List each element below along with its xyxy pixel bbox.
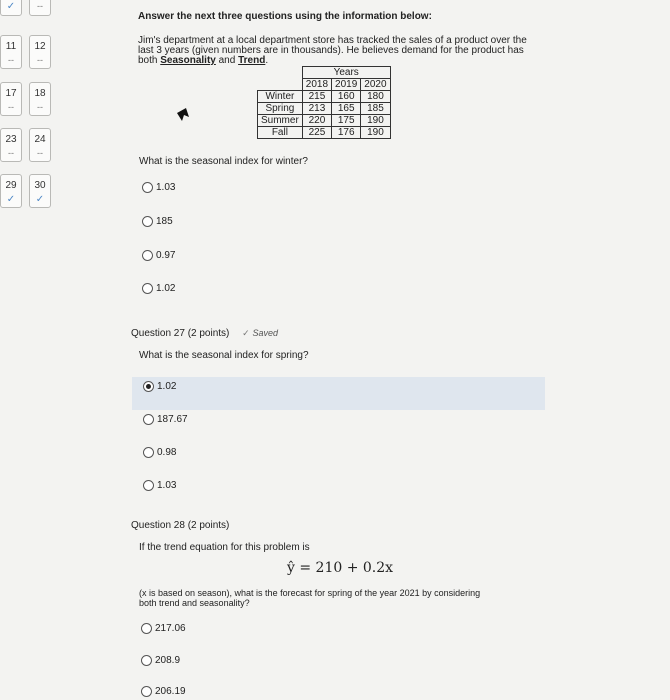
year-header: 2018 [302,79,331,91]
season-label: Spring [258,103,303,115]
question-nav-tile[interactable] [29,0,51,16]
question-nav-tile-12[interactable] [29,35,51,69]
table-cell: 180 [361,91,390,103]
radio-button[interactable] [141,686,152,697]
q26-option-1[interactable] [142,182,175,193]
question-nav-tile-23[interactable] [0,128,22,162]
q28-prompt: If the trend equation for this problem is [139,542,310,553]
instructions-heading: Answer the next three questions using the information below: [138,11,432,22]
intro-line-1: Jim's department at a local department store has tracked the sales of a product over the [138,35,527,46]
table-row [258,127,391,139]
radio-button[interactable] [143,480,154,491]
season-label: Fall [258,127,303,139]
table-cell: 175 [332,115,361,127]
check-icon: ✓ [35,194,45,205]
saved-status: Saved [252,328,279,338]
intro-line-2: last 3 years (given numbers are in thousands). He believes demand for the product has [138,45,524,56]
radio-button[interactable] [142,216,153,227]
option-label: 187.67 [157,414,188,425]
year-header: 2020 [361,79,390,91]
q27-header [131,328,278,339]
tile-number: 23 [5,134,17,145]
table-cell: 165 [332,103,361,115]
q26-prompt: What is the seasonal index for winter? [139,156,308,167]
radio-button[interactable] [142,182,153,193]
mouse-cursor-icon [176,107,190,123]
sales-table [257,66,391,139]
table-cell: 190 [361,115,390,127]
status-dashes: -- [37,55,43,65]
status-dashes: -- [37,102,43,112]
option-label: 1.02 [157,381,177,392]
q27-option-4[interactable] [143,480,176,491]
tile-number: 17 [5,88,17,99]
status-dashes: -- [8,55,14,65]
check-icon: ✓ [6,194,16,205]
seasonality-term: Seasonality [160,55,216,66]
option-label: 1.03 [157,480,177,491]
tile-number: 30 [34,180,46,191]
tile-number: 24 [34,134,46,145]
table-cell: 225 [302,127,331,139]
option-label: 0.98 [157,447,177,458]
question-nav-tile[interactable] [0,0,22,16]
radio-button[interactable] [141,623,152,634]
intro-line-3 [138,55,268,66]
tile-number: 11 [5,41,17,52]
table-cell: 220 [302,115,331,127]
q28-note-1: (x is based on season), what is the forecast for spring of the year 2021 by considering [139,588,481,598]
radio-button[interactable] [142,283,153,294]
table-row [258,103,391,115]
status-dashes: -- [37,1,43,11]
table-row [258,91,391,103]
tile-number: 18 [34,88,46,99]
table-cell: 215 [302,91,331,103]
check-icon: ✓ [6,1,16,12]
radio-button[interactable] [141,655,152,666]
q26-option-3[interactable] [142,250,175,261]
q28-option-2[interactable] [141,655,180,666]
question-nav-tile-30[interactable] [29,174,51,208]
season-label: Summer [258,115,303,127]
table-cell: 185 [361,103,390,115]
status-dashes: -- [37,148,43,158]
option-label: 0.97 [156,250,176,261]
option-label: 208.9 [155,655,181,666]
question-nav-tile-11[interactable] [0,35,22,69]
radio-button[interactable] [142,250,153,261]
table-cell: 160 [332,91,361,103]
table-cell: 176 [332,127,361,139]
q27-option-1[interactable] [143,381,176,392]
q26-option-4[interactable] [142,283,175,294]
saved-check-icon: ✓ [242,328,250,338]
q27-prompt: What is the seasonal index for spring? [139,350,309,361]
q28-option-1[interactable] [141,623,186,634]
q26-option-2[interactable] [142,216,173,227]
q28-option-3[interactable] [141,686,186,697]
q28-note-2: both trend and seasonality? [139,598,250,608]
intro-period: . [265,55,269,66]
option-label: 1.03 [156,182,176,193]
table-cell: 190 [361,127,390,139]
selected-option-highlight [132,377,545,410]
question-nav-tile-17[interactable] [0,82,22,116]
question-nav-tile-29[interactable] [0,174,22,208]
season-label: Winter [258,91,303,103]
years-header: Years [302,67,390,79]
option-label: 217.06 [155,623,186,634]
q27-option-3[interactable] [143,447,176,458]
radio-button-selected[interactable] [143,381,154,392]
intro-both: both [138,55,161,66]
table-row [258,115,391,127]
option-label: 185 [156,216,173,227]
tile-number: 29 [5,180,17,191]
table-cell: 213 [302,103,331,115]
radio-button[interactable] [143,447,154,458]
trend-term: Trend [238,55,266,66]
q27-title: Question 27 (2 points) [131,328,230,339]
question-nav-tile-18[interactable] [29,82,51,116]
tile-number: 12 [34,41,46,52]
trend-equation: ŷ = 210 + 0.2x [287,560,394,576]
q28-title: Question 28 (2 points) [131,520,230,531]
q27-option-2[interactable] [143,414,188,425]
status-dashes: -- [8,102,14,112]
option-label: 206.19 [155,686,186,697]
option-label: 1.02 [156,283,176,294]
year-header: 2019 [332,79,361,91]
status-dashes: -- [8,148,14,158]
radio-button[interactable] [143,414,154,425]
question-nav-tile-24[interactable] [29,128,51,162]
intro-and: and [215,55,239,66]
